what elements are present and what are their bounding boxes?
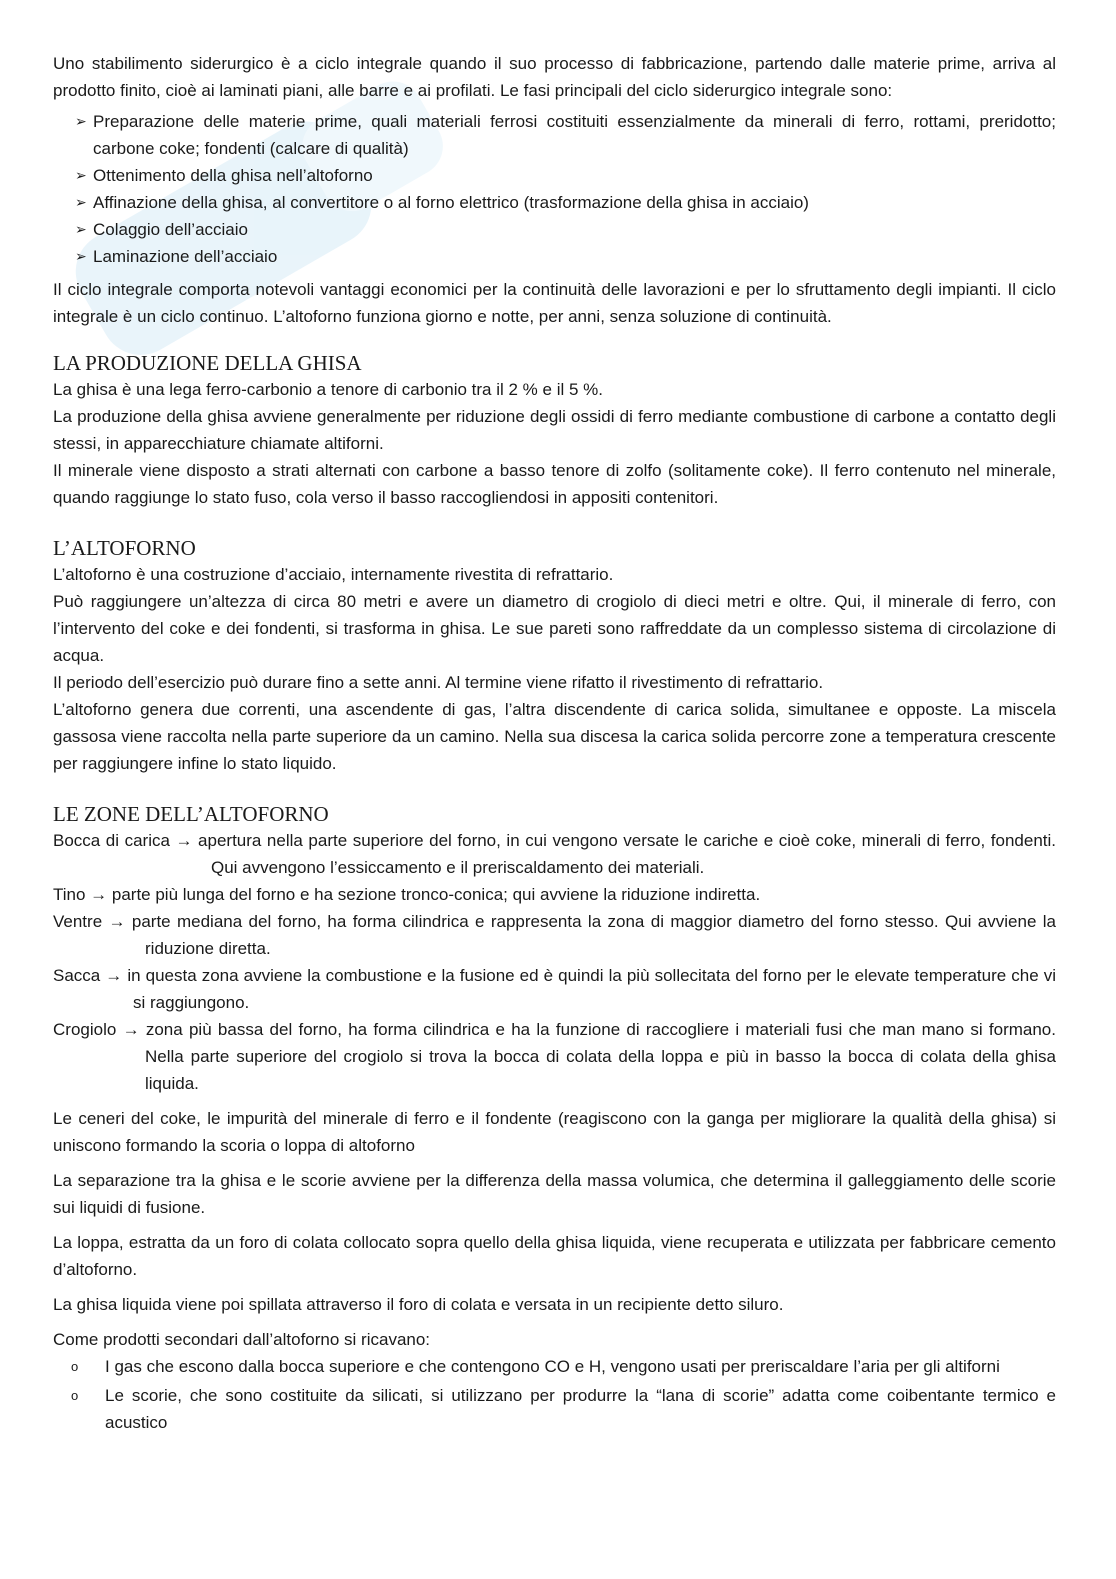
arrow-bullet-icon: ➢ — [75, 221, 87, 237]
section-title-ghisa: LA PRODUZIONE DELLA GHISA — [53, 351, 362, 375]
zone-sacca: Sacca → in questa zona avviene la combustione e la fusione ed è quindi la più sollecitata del forno per le elevate temperature che vi si raggiungono. — [53, 966, 1056, 1012]
list-item: o Le scorie, che sono costituite da silicati, si utilizzano per produrre la “lana di scorie” adatta come coibentante termico e acustico — [71, 1382, 1056, 1436]
paragraph: Il periodo dell’esercizio può durare fino a sette anni. Al termine viene rifatto il rivestimento di refrattario. — [53, 673, 824, 692]
paragraph: La produzione della ghisa avviene generalmente per riduzione degli ossidi di ferro mediante combustione di carbone a contatto degli stessi, in apparecchiature chiamate altiforni. — [53, 407, 1056, 453]
section-title-altoforno: L’ALTOFORNO — [53, 536, 196, 560]
arrow-bullet-icon: ➢ — [75, 113, 87, 129]
zone-crogiolo: Crogiolo → zona più bassa del forno, ha forma cilindrica e ha la funzione di raccogliere i materiali fusi che man mano si formano. Nella parte superiore del crogiolo si trova la bocca di colata della loppa e più in basso la bocca di colata della ghisa liquida. — [53, 1020, 1056, 1093]
paragraph: Può raggiungere un’altezza di circa 80 metri e avere un diametro di crogiolo di dieci metri e oltre. Qui, il minerale di ferro, con l’intervento del coke e dei fondenti, si trasforma in ghisa. Le sue pareti sono raffreddate da un complesso sistema di circolazione di acqua. — [53, 592, 1056, 665]
paragraph: La separazione tra la ghisa e le scorie avviene per la differenza della massa volumica, che determina il galleggiamento delle scorie sui liquidi di fusione. — [53, 1171, 1056, 1217]
arrow-bullet-icon: ➢ — [75, 194, 87, 210]
paragraph: La loppa, estratta da un foro di colata collocato sopra quello della ghisa liquida, viene recuperata e utilizzata per fabbricare cemento d’altoforno. — [53, 1233, 1056, 1279]
list-item: o I gas che escono dalla bocca superiore e che contengono CO e H, vengono usati per preriscaldare l’aria per gli altiforni — [71, 1353, 1056, 1380]
intro-paragraph: Uno stabilimento siderurgico è a ciclo integrale quando il suo processo di fabbricazione, partendo dalle materie prime, arriva al prodotto finito, cioè ai laminati piani, alle barre e ai profilati. Le fasi principali del ciclo siderurgico integrale sono: — [53, 54, 1056, 100]
paragraph: Come prodotti secondari dall’altoforno si ricavano: — [53, 1330, 431, 1349]
list-item: ➢ Ottenimento della ghisa nell’altoforno — [75, 162, 1056, 189]
zone-bocca-di-carica: Bocca di carica → apertura nella parte superiore del forno, in cui vengono versate le cariche e cioè coke, minerali di ferro, fondenti. Qui avvengono l’essiccamento e il preriscaldamento dei materiali. — [53, 831, 1056, 877]
paragraph: Le ceneri del coke, le impurità del minerale di ferro e il fondente (reagiscono con la ganga per migliorare la qualità della ghisa) si uniscono formando la scoria o loppa di altoforno — [53, 1109, 1056, 1155]
list-item: ➢ Laminazione dell’acciaio — [75, 243, 1056, 270]
phases-list — [53, 108, 1056, 270]
circle-bullet-icon: o — [71, 1359, 79, 1374]
zone-ventre: Ventre → parte mediana del forno, ha forma cilindrica e rappresenta la zona di maggior diametro del forno stesso. Qui avviene la riduzione diretta. — [53, 912, 1056, 958]
circle-bullet-icon: o — [71, 1388, 79, 1403]
paragraph: L’altoforno genera due correnti, una ascendente di gas, l’altra discendente di carica solida, simultanee e opposte. La miscela gassosa viene raccolta nella parte superiore da un camino. Nella sua discesa la carica solida percorre zone a temperatura crescente per raggiungere infine lo stato liquido. — [53, 700, 1056, 773]
products-list — [53, 1353, 1056, 1436]
intro-conclusion: Il ciclo integrale comporta notevoli vantaggi economici per la continuità delle lavorazioni e per lo sfruttamento degli impianti. Il ciclo integrale è un ciclo continuo. L’altoforno funziona giorno e notte, per anni, senza soluzione di continuità. — [53, 280, 1056, 326]
paragraph: La ghisa liquida viene poi spillata attraverso il foro di colata e versata in un recipiente detto siluro. — [53, 1295, 784, 1314]
document-page — [53, 50, 1056, 1438]
arrow-bullet-icon: ➢ — [75, 248, 87, 264]
list-item: ➢ Colaggio dell’acciaio — [75, 216, 1056, 243]
paragraph: Il minerale viene disposto a strati alternati con carbone a basso tenore di zolfo (solitamente coke). Il ferro contenuto nel minerale, quando raggiunge lo stato fuso, cola verso il basso raccogliendosi in appositi contenitori. — [53, 461, 1056, 507]
list-item: ➢ Preparazione delle materie prime, quali materiali ferrosi costituiti essenzialmente da minerali di ferro, rottami, preridotto; carbone coke; fondenti (calcare di qualità) — [75, 108, 1056, 162]
list-item: ➢ Affinazione della ghisa, al convertitore o al forno elettrico (trasformazione della ghisa in acciaio) — [75, 189, 1056, 216]
paragraph: L’altoforno è una costruzione d’acciaio, internamente rivestita di refrattario. — [53, 565, 614, 584]
paragraph: La ghisa è una lega ferro-carbonio a tenore di carbonio tra il 2 % e il 5 %. — [53, 380, 603, 399]
zone-tino: Tino → parte più lunga del forno e ha sezione tronco-conica; qui avviene la riduzione indiretta. — [53, 885, 761, 904]
section-title-zone: LE ZONE DELL’ALTOFORNO — [53, 802, 329, 826]
arrow-bullet-icon: ➢ — [75, 167, 87, 183]
